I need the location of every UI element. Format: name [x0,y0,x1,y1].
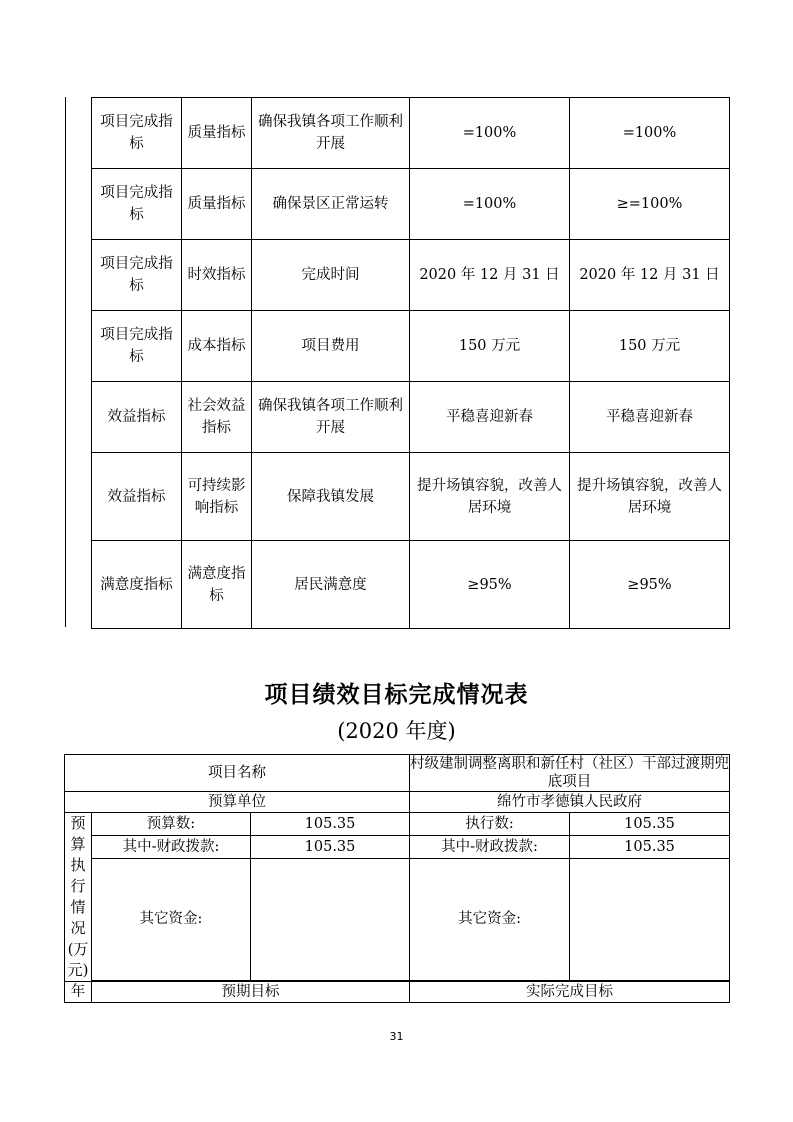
indicator-level1-cell: 项目完成指标 [92,311,182,382]
indicator-name-cell: 完成时间 [252,240,410,311]
other-funds-row [65,858,730,980]
indicator-target-cell: 2020 年 12 月 31 日 [410,240,570,311]
indicator-target-cell: =100% [410,98,570,169]
year-label: 年 [65,982,92,1003]
indicator-level1-cell: 效益指标 [92,453,182,541]
side-label-text: 预 算 执 行 情 况 (万 元) [67,814,89,979]
indicator-actual-cell: 提升场镇容貌，改善人居环境 [570,453,730,541]
indicator-level2-cell: 满意度指标 [182,541,252,629]
indicator-target-cell: 150 万元 [410,311,570,382]
indicator-row [92,382,730,453]
indicator-name-cell: 确保景区正常运转 [252,169,410,240]
performance-form-table [64,754,730,1003]
other-label: 其它资金: [92,858,251,980]
indicator-actual-cell: 2020 年 12 月 31 日 [570,240,730,311]
indicator-name-cell: 确保我镇各项工作顺利开展 [252,98,410,169]
budget-unit-row [65,792,730,813]
target-header-row [65,982,730,1003]
budget-value: 105.35 [251,813,410,836]
fiscal-exec-value: 105.35 [570,835,730,858]
project-name-value: 村级建制调整离职和新任村（社区）干部过渡期兜底项目 [410,756,730,790]
indicator-level2-cell: 社会效益指标 [182,382,252,453]
indicator-actual-cell: 150 万元 [570,311,730,382]
indicator-level1-cell: 满意度指标 [92,541,182,629]
other-value [251,858,410,980]
indicator-row [92,311,730,382]
fiscal-exec-label: 其中-财政拨款: [410,835,570,858]
indicator-name-cell: 保障我镇发展 [252,453,410,541]
project-name-row [65,755,730,792]
indicator-row [92,453,730,541]
project-name-label: 项目名称 [65,755,410,792]
actual-target-label: 实际完成目标 [410,982,730,1003]
indicator-level1-cell: 效益指标 [92,382,182,453]
indicator-target-cell: ≥95% [410,541,570,629]
indicator-level1-cell: 项目完成指标 [92,169,182,240]
indicator-level2-cell: 可持续影响指标 [182,453,252,541]
fiscal-value: 105.35 [251,835,410,858]
section-year: (2020 年度) [337,719,456,743]
fiscal-row [65,835,730,858]
budget-unit-label: 预算单位 [65,792,410,813]
indicator-actual-cell: 平稳喜迎新春 [570,382,730,453]
indicator-row [92,541,730,629]
other-exec-value [570,858,730,980]
section-title: 项目绩效目标完成情况表 [264,682,529,708]
indicator-level1-cell: 项目完成指标 [92,98,182,169]
budget-unit-value: 绵竹市孝德镇人民政府 [410,792,730,813]
budget-row [65,813,730,836]
indicator-target-cell: =100% [410,169,570,240]
budget-label: 预算数: [92,813,251,836]
indicator-target-cell: 平稳喜迎新春 [410,382,570,453]
indicator-name-cell: 确保我镇各项工作顺利开展 [252,382,410,453]
indicator-row [92,169,730,240]
indicator-table [91,97,730,629]
budget-execution-side-label [65,813,92,982]
indicator-level2-cell: 成本指标 [182,311,252,382]
indicator-level1-cell: 项目完成指标 [92,240,182,311]
exec-value: 105.35 [570,813,730,836]
fiscal-label: 其中-财政拨款: [92,835,251,858]
indicator-row [92,240,730,311]
exec-label: 执行数: [410,813,570,836]
indicator-actual-cell: =100% [570,98,730,169]
expected-target-label: 预期目标 [92,982,410,1003]
left-margin-line [65,97,66,627]
indicator-target-cell: 提升场镇容貌，改善人居环境 [410,453,570,541]
indicator-level2-cell: 质量指标 [182,169,252,240]
indicator-level2-cell: 时效指标 [182,240,252,311]
indicator-name-cell: 居民满意度 [252,541,410,629]
indicator-actual-cell: ≥95% [570,541,730,629]
other-exec-label: 其它资金: [410,858,570,980]
indicator-actual-cell: ≥=100% [570,169,730,240]
indicator-name-cell: 项目费用 [252,311,410,382]
page-number: 31 [389,1030,404,1043]
indicator-row [92,98,730,169]
indicator-level2-cell: 质量指标 [182,98,252,169]
